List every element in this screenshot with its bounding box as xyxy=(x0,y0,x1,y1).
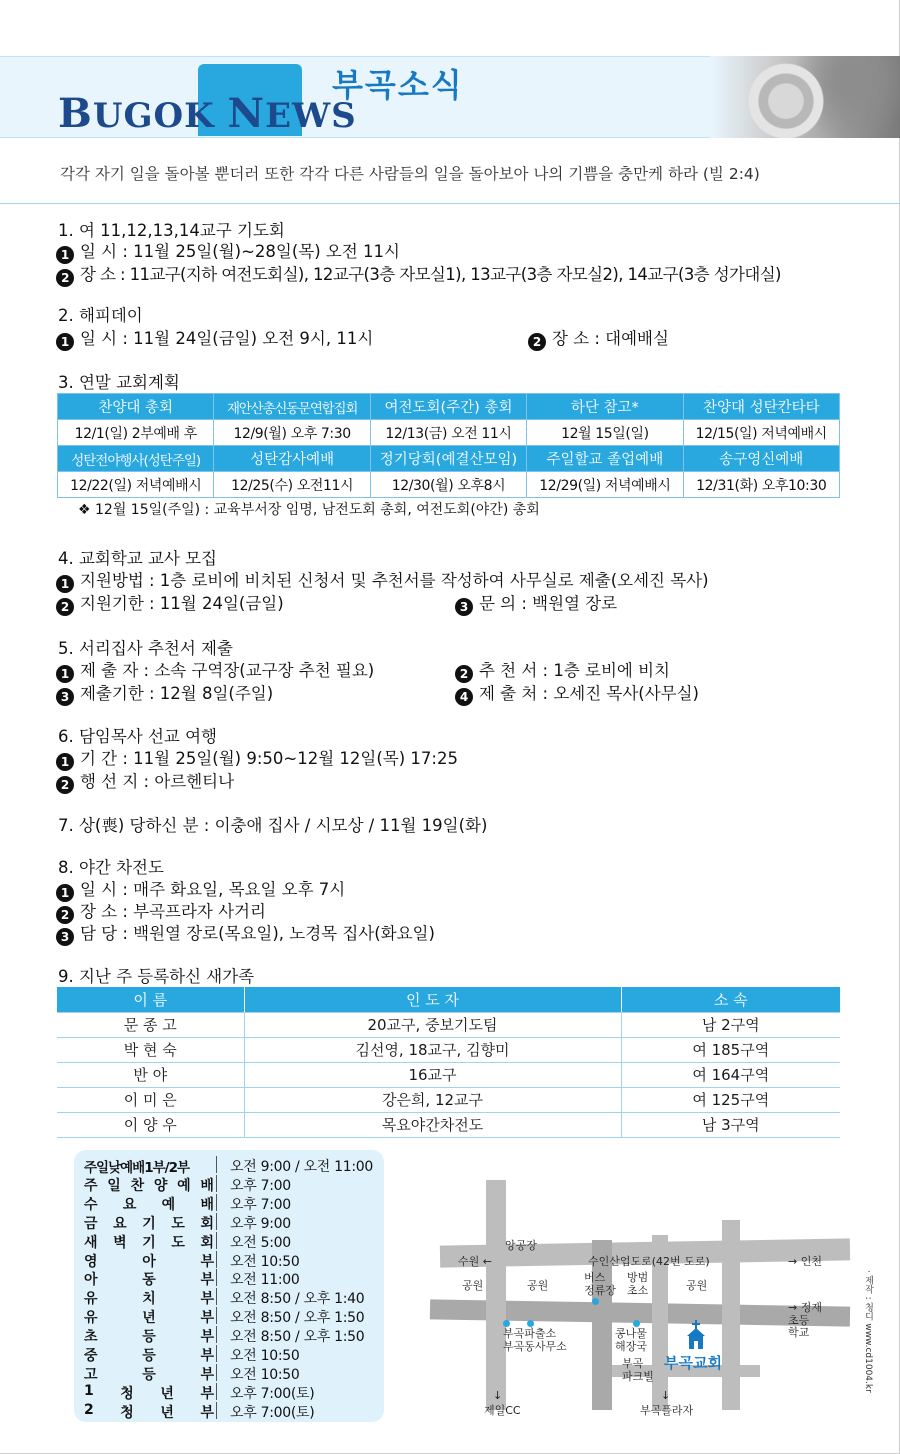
schedule-separator xyxy=(216,1345,217,1362)
new-family-group: 남 2구역 xyxy=(621,1012,840,1037)
table-row xyxy=(57,1062,840,1087)
plan-header: 여전도회(주간) 총회 xyxy=(370,394,526,420)
column-header-guide: 인 도 자 xyxy=(244,987,621,1012)
divider xyxy=(0,203,900,204)
plan-header: 송구영신예배 xyxy=(683,446,839,472)
schedule-time: 오전 8:50 / 오후 1:50 xyxy=(230,1310,365,1327)
new-family-name: 박 현 숙 xyxy=(57,1037,244,1062)
new-family-group: 여 125구역 xyxy=(621,1087,840,1112)
plan-value: 12/15(일) 저녁예배시 xyxy=(683,420,839,446)
schedule-label: 초 등 부 xyxy=(84,1329,214,1346)
bullet-2-icon: 2 xyxy=(56,906,74,924)
section-5-line-4: 4 제 출 처 : 오세진 목사(사무실) xyxy=(455,680,699,706)
schedule-label: 1 청 년 부 xyxy=(84,1382,214,1402)
schedule-time: 오전 10:50 xyxy=(230,1366,300,1383)
year-end-plan-table xyxy=(57,393,840,498)
map-label: 부곡 파크빌 xyxy=(622,1357,654,1383)
section-1-line-2: 2 장 소 : 11교구(지하 여전도회실), 12교구(3층 자모실1), 13교구(3층 자모실2), 14교구(3층 성가대실) xyxy=(56,261,781,287)
schedule-label: 고 등 부 xyxy=(84,1366,214,1383)
schedule-time: 오전 5:00 xyxy=(230,1234,291,1251)
schedule-label: 중 등 부 xyxy=(84,1348,214,1364)
section-8-line-2: 2 장 소 : 부곡프라자 사거리 xyxy=(56,898,266,924)
bus-stop-marker-icon xyxy=(592,1298,599,1305)
plan-value: 12월 15일(일) xyxy=(527,420,683,446)
schedule-time: 오전 8:50 / 오후 1:40 xyxy=(230,1291,365,1308)
schedule-time: 오전 10:50 xyxy=(230,1348,300,1364)
map-label: → 인천 xyxy=(788,1255,822,1268)
schedule-separator xyxy=(216,1232,217,1249)
map-label: 부곡파출소 부곡동사무소 xyxy=(503,1327,567,1353)
schedule-label: 유 년 부 xyxy=(84,1310,214,1327)
table-row xyxy=(57,1112,840,1137)
bullet-1-icon: 1 xyxy=(56,753,74,771)
schedule-time: 오후 7:00 xyxy=(230,1196,291,1213)
map-label: 부곡플라자 xyxy=(640,1404,694,1417)
schedule-separator xyxy=(216,1269,217,1286)
plan-value: 12/31(화) 오후10:30 xyxy=(683,472,839,498)
plan-header: 주일할교 졸업예배 xyxy=(527,446,683,472)
plan-value: 12/9(월) 오후 7:30 xyxy=(214,420,370,446)
location-map xyxy=(400,1160,870,1420)
map-label: 공원 xyxy=(462,1279,484,1292)
table-row xyxy=(57,1087,840,1112)
new-family-group: 여 185구역 xyxy=(621,1037,840,1062)
schedule-separator xyxy=(216,1251,217,1268)
schedule-separator xyxy=(216,1326,217,1343)
plan-header: 재안산총신동문연합집회 xyxy=(214,394,370,420)
schedule-label: 유 치 부 xyxy=(84,1291,214,1308)
schedule-label: 주 일 찬 양 예 배 xyxy=(84,1177,214,1194)
bullet-3-icon: 3 xyxy=(56,928,74,946)
schedule-separator xyxy=(216,1288,217,1305)
schedule-label: 영 아 부 xyxy=(84,1253,214,1270)
schedule-time: 오후 7:00 xyxy=(230,1177,291,1194)
plan-value: 12/29(일) 저녁예배시 xyxy=(527,472,683,498)
schedule-time: 오전 11:00 xyxy=(230,1272,300,1289)
bullet-4-icon: 4 xyxy=(455,688,473,706)
plan-value: 12/25(수) 오전11시 xyxy=(214,472,370,498)
map-label: 수인산업도로(42번 도로) xyxy=(588,1255,710,1268)
map-arrow-down-icon: ↓ xyxy=(493,1389,503,1402)
plan-value-row-2 xyxy=(58,472,840,498)
section-6-line-1: 1 기 간 : 11월 25일(월) 9:50~12월 12일(목) 17:25 xyxy=(56,745,458,771)
column-header-group: 소 속 xyxy=(621,987,840,1012)
section-9-title: 9. 지난 주 등록하신 새가족 xyxy=(58,967,255,986)
bullet-2-icon: 2 xyxy=(56,598,74,616)
section-8-title: 8. 야간 차전도 xyxy=(58,858,164,877)
plan-header: 하단 참고* xyxy=(527,394,683,420)
section-5-line-2: 2 추 천 서 : 1층 로비에 비치 xyxy=(455,657,670,683)
section-3-title: 3. 연말 교회계획 xyxy=(58,373,180,392)
map-marker-icon xyxy=(633,1320,640,1327)
new-family-name: 이 양 우 xyxy=(57,1112,244,1137)
map-label: 수원 ← xyxy=(458,1255,492,1268)
new-family-guide: 20교구, 중보기도팀 xyxy=(244,1012,621,1037)
plan-value: 12/13(금) 오전 11시 xyxy=(370,420,526,446)
bullet-1-icon: 1 xyxy=(56,333,74,351)
table-row xyxy=(57,1012,840,1037)
new-family-guide: 16교구 xyxy=(244,1062,621,1087)
plan-header: 성탄전야행사(성탄주일) xyxy=(58,446,214,472)
section-2-line-1: 1 일 시 : 11월 24일(금일) 오전 9시, 11시 xyxy=(56,325,373,351)
section-8-line-1: 1 일 시 : 매주 화요일, 목요일 오후 7시 xyxy=(56,876,345,902)
plan-header: 찬양대 성탄칸타타 xyxy=(683,394,839,420)
schedule-time: 오후 9:00 xyxy=(230,1215,291,1232)
section-4-line-2: 2 지원기한 : 11월 24일(금일) xyxy=(56,590,284,616)
map-label: 공원 xyxy=(527,1279,549,1292)
plan-value-row-1 xyxy=(58,420,840,446)
section-8-line-3: 3 담 당 : 백원열 장로(목요일), 노경목 집사(화요일) xyxy=(56,920,435,946)
plan-header: 성탄감사예배 xyxy=(214,446,370,472)
map-marker-icon xyxy=(527,1320,534,1327)
schedule-time: 오전 10:50 xyxy=(230,1253,300,1270)
section-4-line-1: 1 지원방법 : 1층 로비에 비치된 신청서 및 추천서를 작성하여 사무실로 제출(오세진 목사) xyxy=(56,567,709,593)
bullet-2-icon: 2 xyxy=(56,776,74,794)
plan-note: ❖ 12월 15일(주일) : 교육부서장 임명, 남전도회 총회, 여전도회(야간) 총회 xyxy=(78,502,540,518)
plan-value: 12/1(일) 2부예배 후 xyxy=(58,420,214,446)
section-5-title: 5. 서리집사 추천서 제출 xyxy=(58,639,233,658)
schedule-separator xyxy=(216,1402,217,1419)
bullet-1-icon: 1 xyxy=(56,884,74,902)
schedule-time: 오후 7:00(토) xyxy=(230,1385,315,1402)
map-road xyxy=(486,1180,506,1410)
brand-logo: BUGOK NEWS xyxy=(58,90,357,137)
worship-schedule-box xyxy=(74,1150,384,1422)
section-6-title: 6. 담임목사 선교 여행 xyxy=(58,727,217,746)
bullet-2-icon: 2 xyxy=(455,665,473,683)
schedule-time: 오전 9:00 / 오전 11:00 xyxy=(230,1159,373,1175)
map-label: 버스 정류장 xyxy=(584,1271,616,1297)
schedule-label: 금 요 기 도 회 xyxy=(84,1215,214,1232)
plan-header: 찬양대 총회 xyxy=(58,394,214,420)
map-road xyxy=(722,1220,740,1410)
map-marker-icon xyxy=(503,1320,510,1327)
bullet-1-icon: 1 xyxy=(56,575,74,593)
new-family-table xyxy=(57,987,840,1138)
new-family-guide: 목요야간차전도 xyxy=(244,1112,621,1137)
new-family-name: 문 종 고 xyxy=(57,1012,244,1037)
schedule-separator xyxy=(216,1307,217,1324)
schedule-time: 오전 8:50 / 오후 1:50 xyxy=(230,1329,365,1346)
bullet-3-icon: 3 xyxy=(56,688,74,706)
section-4-line-3: 3 문 의 : 백원열 장로 xyxy=(455,590,617,616)
schedule-separator xyxy=(216,1194,217,1211)
plan-value: 12/22(일) 저녁예배시 xyxy=(58,472,214,498)
bullet-1-icon: 1 xyxy=(56,665,74,683)
table-row xyxy=(57,1037,840,1062)
section-2-title: 2. 해피데이 xyxy=(58,306,143,325)
schedule-separator xyxy=(216,1364,217,1381)
plan-header: 정기당회(예결산모임) xyxy=(370,446,526,472)
column-header-name: 이 름 xyxy=(57,987,244,1012)
schedule-separator xyxy=(216,1213,217,1230)
section-2-line-2: 2 장 소 : 대예배실 xyxy=(528,325,669,351)
bullet-3-icon: 3 xyxy=(455,598,473,616)
section-5-line-1: 1 제 출 자 : 소속 구역장(교구장 추천 필요) xyxy=(56,657,374,683)
section-1-line-1: 1 일 시 : 11월 25일(월)~28일(목) 오전 11시 xyxy=(56,238,400,264)
schedule-separator xyxy=(216,1383,217,1400)
schedule-label: 새 벽 기 도 회 xyxy=(84,1234,214,1251)
bullet-2-icon: 2 xyxy=(56,269,74,287)
schedule-label: 아 동 부 xyxy=(84,1272,214,1289)
map-label: 공원 xyxy=(686,1279,708,1292)
schedule-time: 오후 7:00(토) xyxy=(230,1404,315,1421)
map-label: 앙공장 xyxy=(505,1239,537,1252)
church-name: 부곡교회 xyxy=(664,1354,722,1372)
new-family-group: 남 3구역 xyxy=(621,1112,840,1137)
new-family-guide: 김선영, 18교구, 김향미 xyxy=(244,1037,621,1062)
section-7-title: 7. 상(喪) 당하신 분 : 이충애 집사 / 시모상 / 11월 19일(화) xyxy=(58,816,488,835)
plan-value: 12/30(월) 오후8시 xyxy=(370,472,526,498)
new-family-group: 여 164구역 xyxy=(621,1062,840,1087)
new-family-guide: 강은희, 12교구 xyxy=(244,1087,621,1112)
schedule-label: 2 청 년 부 xyxy=(84,1401,214,1421)
schedule-label: 주일낮예배1부/2부 xyxy=(84,1160,190,1176)
schedule-separator xyxy=(216,1156,217,1173)
page-title: 부곡소식 xyxy=(332,66,464,104)
map-label: → 정재 초등 학교 xyxy=(788,1301,822,1340)
plan-header-row-1 xyxy=(58,394,840,420)
bullet-1-icon: 1 xyxy=(56,246,74,264)
map-label: 제일CC xyxy=(484,1404,521,1417)
bullet-2-icon: 2 xyxy=(528,333,546,351)
church-icon xyxy=(685,1320,707,1350)
new-family-header-row xyxy=(57,987,840,1012)
section-1-title: 1. 여 11,12,13,14교구 기도회 xyxy=(58,221,285,240)
section-4-title: 4. 교회학교 교사 모집 xyxy=(58,549,217,568)
map-label: 콩나물 해장국 xyxy=(615,1327,647,1353)
verse: 각각 자기 일을 돌아볼 뿐더러 또한 각각 다른 사람들의 일을 돌아보아 나의 기쁨을 충만케 하라 (빌 2:4) xyxy=(60,165,760,183)
map-label: 방범 초소 xyxy=(627,1271,649,1297)
schedule-separator xyxy=(216,1175,217,1192)
plan-header-row-2 xyxy=(58,446,840,472)
new-family-name: 반 야 xyxy=(57,1062,244,1087)
section-5-line-3: 3 제출기한 : 12월 8일(주일) xyxy=(56,680,273,706)
section-6-line-2: 2 행 선 지 : 아르헨티나 xyxy=(56,768,234,794)
credit: · 제작 : 청디 www.cd1004.kr xyxy=(863,1270,873,1393)
header-photo xyxy=(710,56,900,138)
schedule-label: 수 요 예 배 xyxy=(84,1196,214,1213)
new-family-name: 이 미 은 xyxy=(57,1087,244,1112)
map-arrow-down-icon: ↓ xyxy=(661,1389,671,1402)
